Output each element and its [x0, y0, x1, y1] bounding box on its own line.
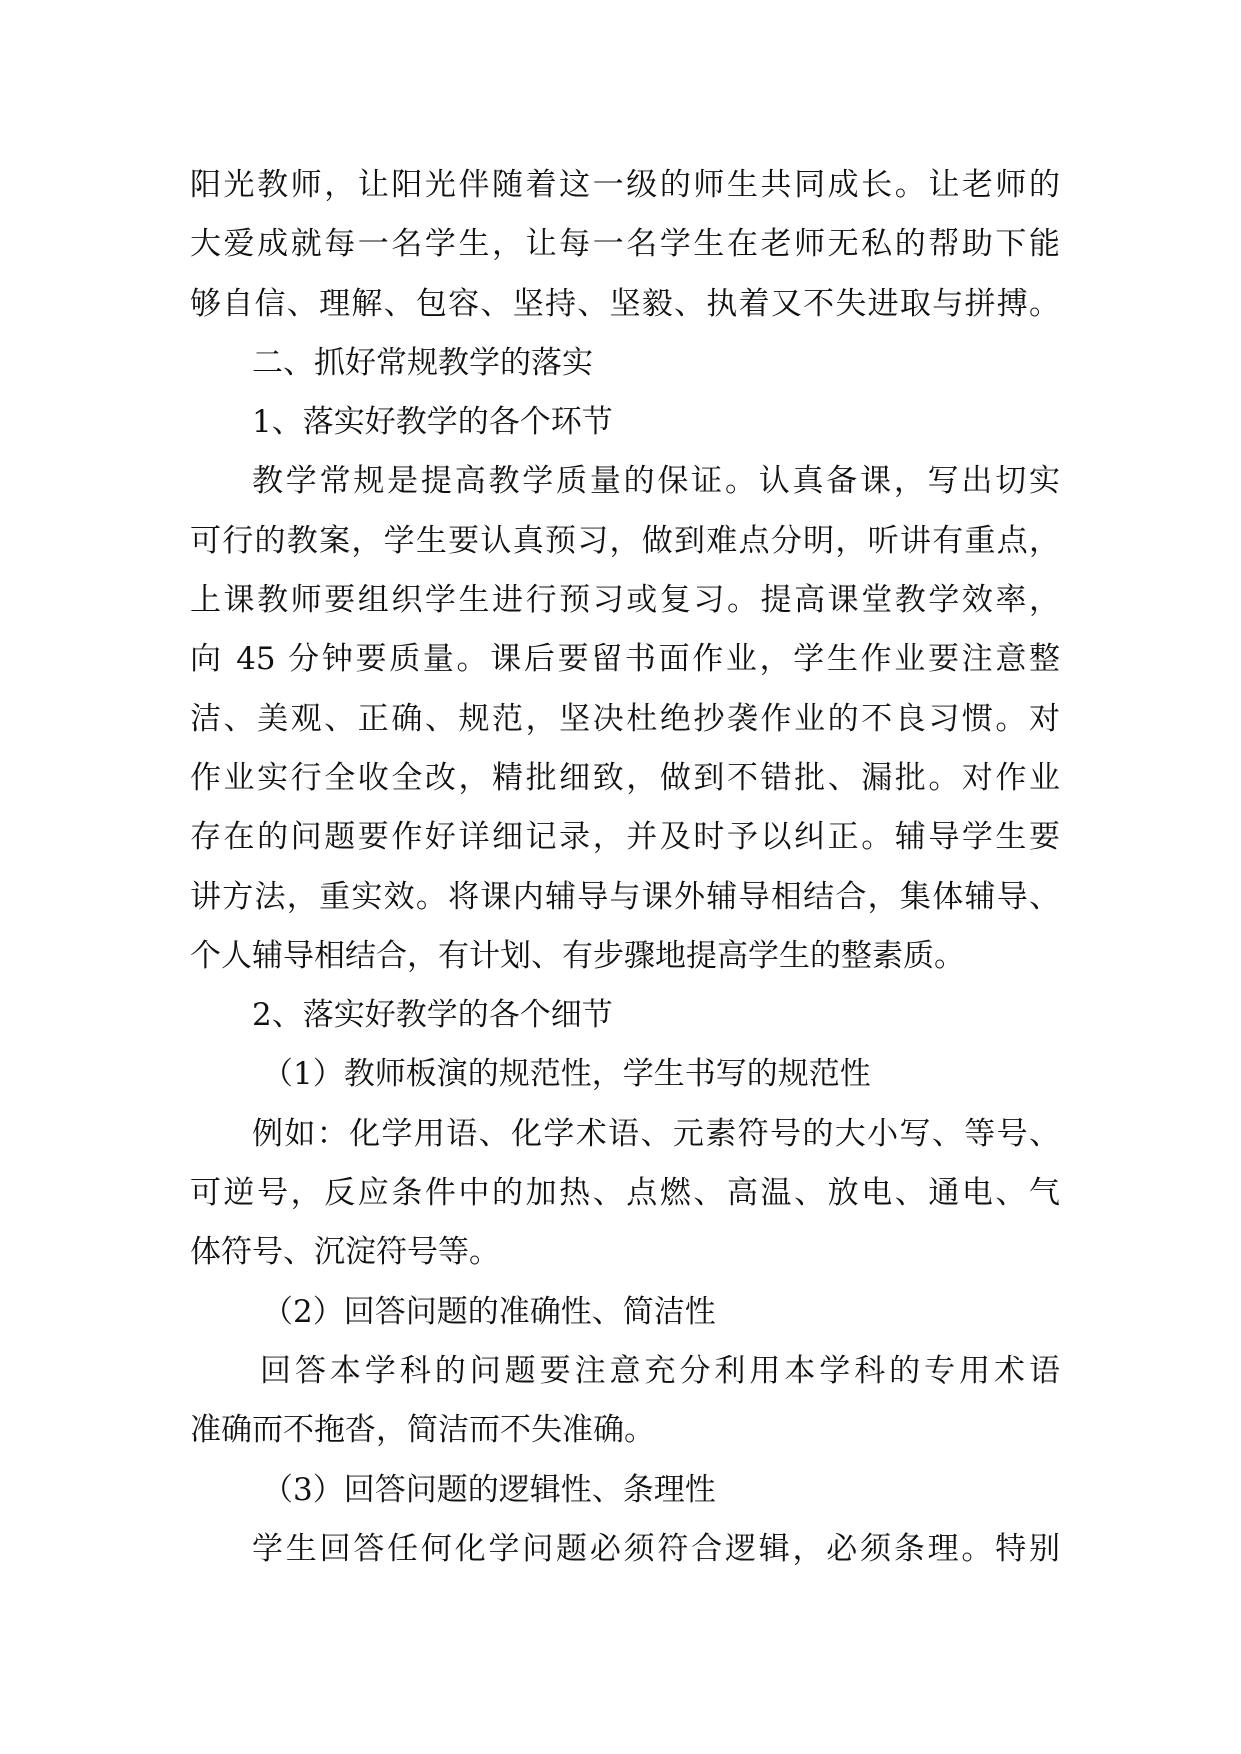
text-line: 作业实行全收全改，精批细致，做到不错批、漏批。对作业	[190, 759, 1060, 796]
text-line: 可逆号，反应条件中的加热、点燃、高温、放电、通电、气	[190, 1175, 1060, 1212]
item-heading: （3）回答问题的逻辑性、条理性	[262, 1471, 716, 1508]
text-line: 阳光教师，让阳光伴随着这一级的师生共同成长。让老师的	[190, 167, 1060, 203]
text-line: 个人辅导相结合，有计划、有步骤地提高学生的整素质。	[190, 937, 965, 974]
text-line: 上课教师要组织学生进行预习或复习。提高课堂教学效率，	[190, 582, 1060, 619]
item-heading: （1）教师板演的规范性，学生书写的规范性	[262, 1056, 871, 1093]
text-line: 准确而不拖沓，简洁而不失准确。	[190, 1412, 655, 1449]
text-line: 大爱成就每一名学生，让每一名学生在老师无私的帮助下能	[190, 226, 1060, 263]
text-line: 存在的问题要作好详细记录，并及时予以纠正。辅导学生要	[190, 819, 1060, 856]
text-line: 讲方法，重实效。将课内辅导与课外辅导相结合，集体辅导、	[190, 878, 1060, 915]
text-line: 教学常规是提高教学质量的保证。认真备课，写出切实	[252, 463, 1060, 500]
text-line: 可行的教案，学生要认真预习，做到难点分明，听讲有重点，	[190, 522, 1060, 559]
subsection-heading: 2、落实好教学的各个细节	[252, 997, 613, 1034]
text-line: 够自信、理解、包容、坚持、坚毅、执着又不失进取与拼搏。	[190, 285, 1060, 322]
text-line: 体符号、沉淀符号等。	[190, 1234, 500, 1271]
body-text	[190, 156, 1060, 1579]
text-line: 学生回答任何化学问题必须符合逻辑，必须条理。特别	[252, 1530, 1060, 1567]
subsection-heading: 1、落实好教学的各个环节	[252, 404, 613, 441]
text-line: 例如：化学用语、化学术语、元素符号的大小写、等号、	[252, 1115, 1060, 1152]
section-heading: 二、抓好常规教学的落实	[252, 344, 593, 381]
text-line: 洁、美观、正确、规范，坚决杜绝抄袭作业的不良习惯。对	[190, 700, 1060, 737]
item-heading: （2）回答问题的准确性、简洁性	[262, 1293, 716, 1330]
text-line: 回答本学科的问题要注意充分利用本学科的专用术语	[260, 1352, 1060, 1389]
text-line: 向 45 分钟要质量。课后要留书面作业，学生作业要注意整	[190, 641, 1060, 678]
